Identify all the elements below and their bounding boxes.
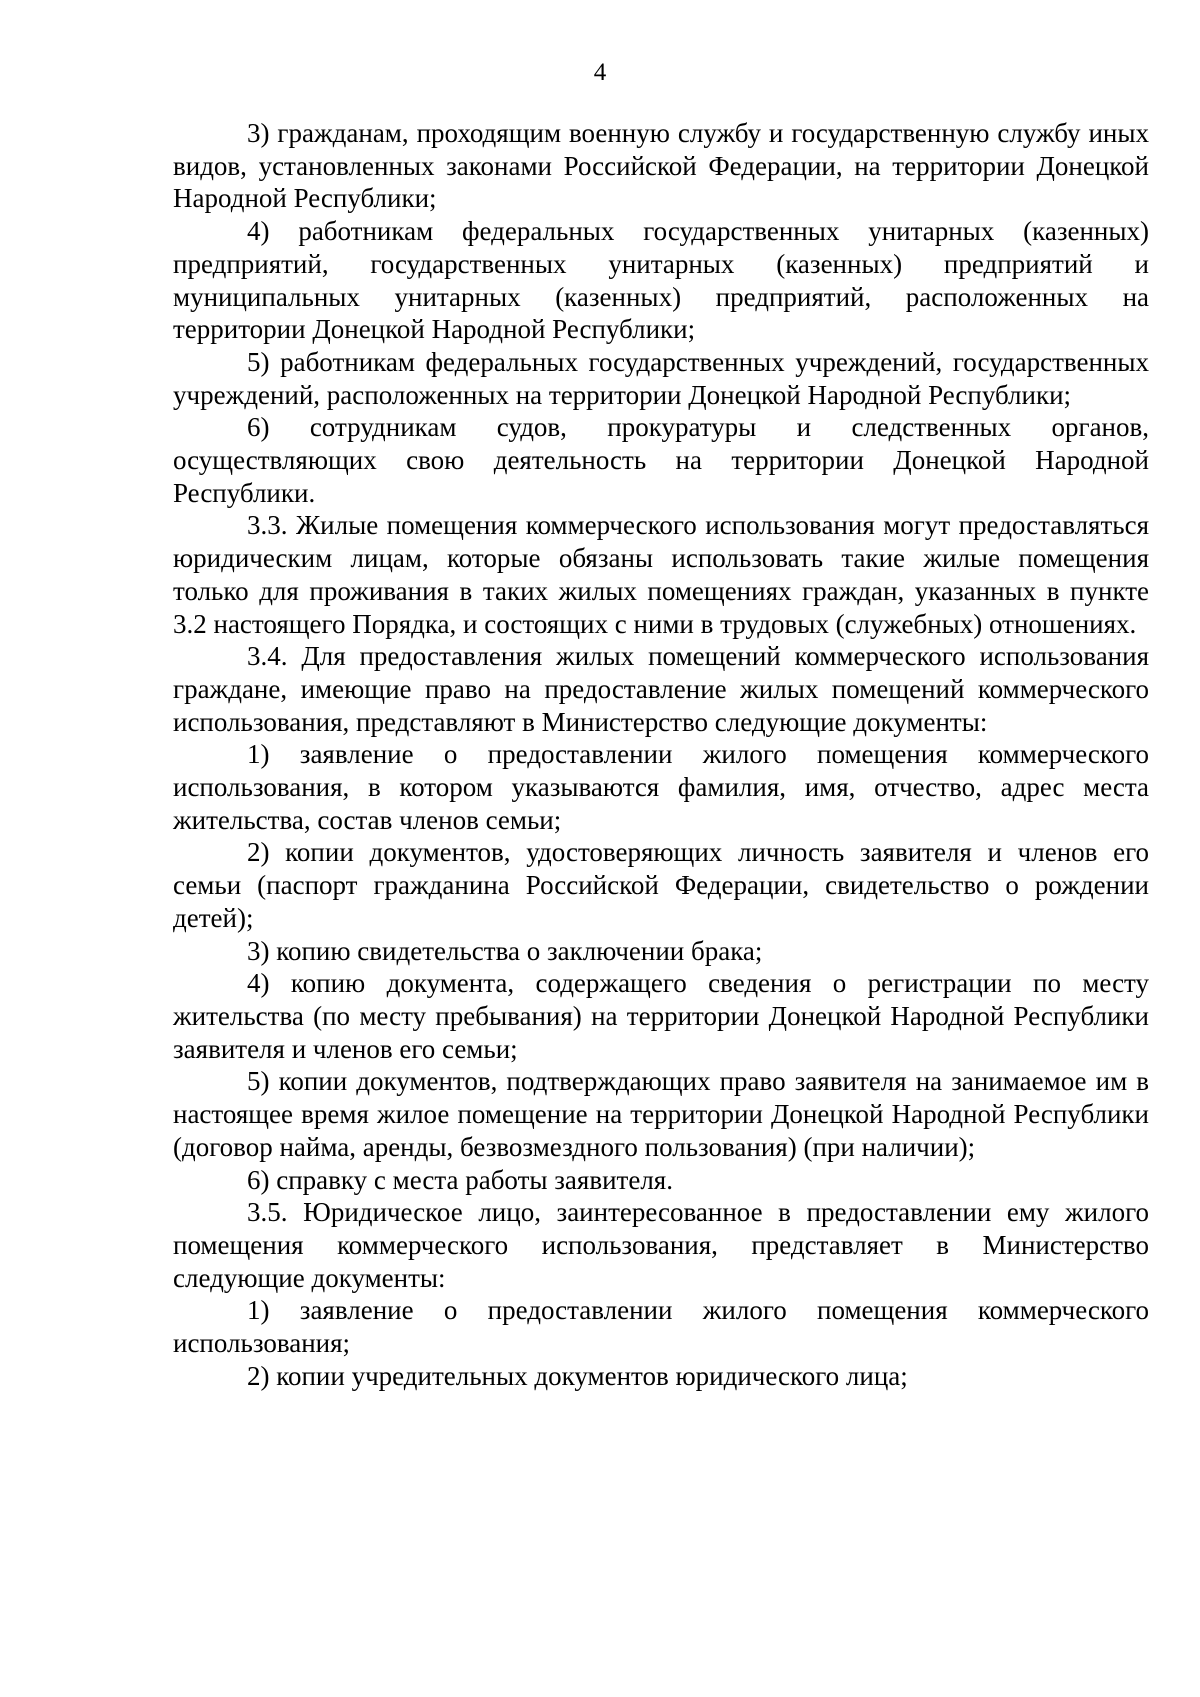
paragraph-item-4-enterprise-workers: 4) работникам федеральных государственных унитарных (казенных) предприятий, государственных унитарных (казенных) предприятий и муниципальных унитарных (казенных) предприятий, расположенных на территории Донецкой Народной Республики; xyxy=(173,216,1149,345)
paragraph-3-4-item-6-employment-reference: 6) справку с места работы заявителя. xyxy=(247,1164,673,1195)
paragraph-section-3-4: 3.4. Для предоставления жилых помещений коммерческого использования граждане, имеющие право на предоставление жилых помещений коммерческого использования, представляют в Министерство следующие документы: xyxy=(173,641,1149,737)
paragraph-section-3-3: 3.3. Жилые помещения коммерческого использования могут предоставляться юридическим лицам, которые обязаны использовать такие жилые помещения только для проживания в таких жилых помещениях граждан, указанных в пункте 3.2 настоящего Порядка, и состоящих с ними в трудовых (служебных) отношениях. xyxy=(173,510,1149,639)
paragraph-3-4-item-1-application: 1) заявление о предоставлении жилого помещения коммерческого использования, в котором указываются фамилия, имя, отчество, адрес места жительства, состав членов семьи; xyxy=(173,739,1149,835)
paragraph-3-4-item-4-registration: 4) копию документа, содержащего сведения о регистрации по месту жительства (по месту пребывания) на территории Донецкой Народной Республики заявителя и членов его семьи; xyxy=(173,968,1149,1064)
paragraph-3-5-item-1-application: 1) заявление о предоставлении жилого помещения коммерческого использования; xyxy=(173,1295,1149,1359)
paragraph-3-4-item-2-id-copies: 2) копии документов, удостоверяющих личность заявителя и членов его семьи (паспорт гражданина Российской Федерации, свидетельство о рождении детей); xyxy=(173,837,1149,933)
paragraph-item-6-court-staff: 6) сотрудникам судов, прокуратуры и следственных органов, осуществляющих свою деятельность на территории Донецкой Народной Республики. xyxy=(173,412,1149,508)
paragraph-3-5-item-2-founding-documents: 2) копии учредительных документов юридического лица; xyxy=(247,1360,908,1391)
document-body xyxy=(173,117,1149,1392)
page-number: 4 xyxy=(593,59,607,86)
paragraph-item-5-institution-workers: 5) работникам федеральных государственных учреждений, государственных учреждений, расположенных на территории Донецкой Народной Республики; xyxy=(173,346,1149,410)
paragraph-3-4-item-3-marriage-certificate: 3) копию свидетельства о заключении брака; xyxy=(247,935,763,966)
paragraph-item-3-servicemen: 3) гражданам, проходящим военную службу и государственную службу иных видов, установленных законами Российской Федерации, на территории Донецкой Народной Республики; xyxy=(173,118,1149,214)
paragraph-3-4-item-5-housing-rights: 5) копии документов, подтверждающих право заявителя на занимаемое им в настоящее время жилое помещение на территории Донецкой Народной Республики (договор найма, аренды, безвозмездного пользования) (при наличии); xyxy=(173,1066,1149,1162)
paragraph-section-3-5: 3.5. Юридическое лицо, заинтересованное в предоставлении ему жилого помещения коммерческого использования, представляет в Министерство следующие документы: xyxy=(173,1197,1149,1293)
